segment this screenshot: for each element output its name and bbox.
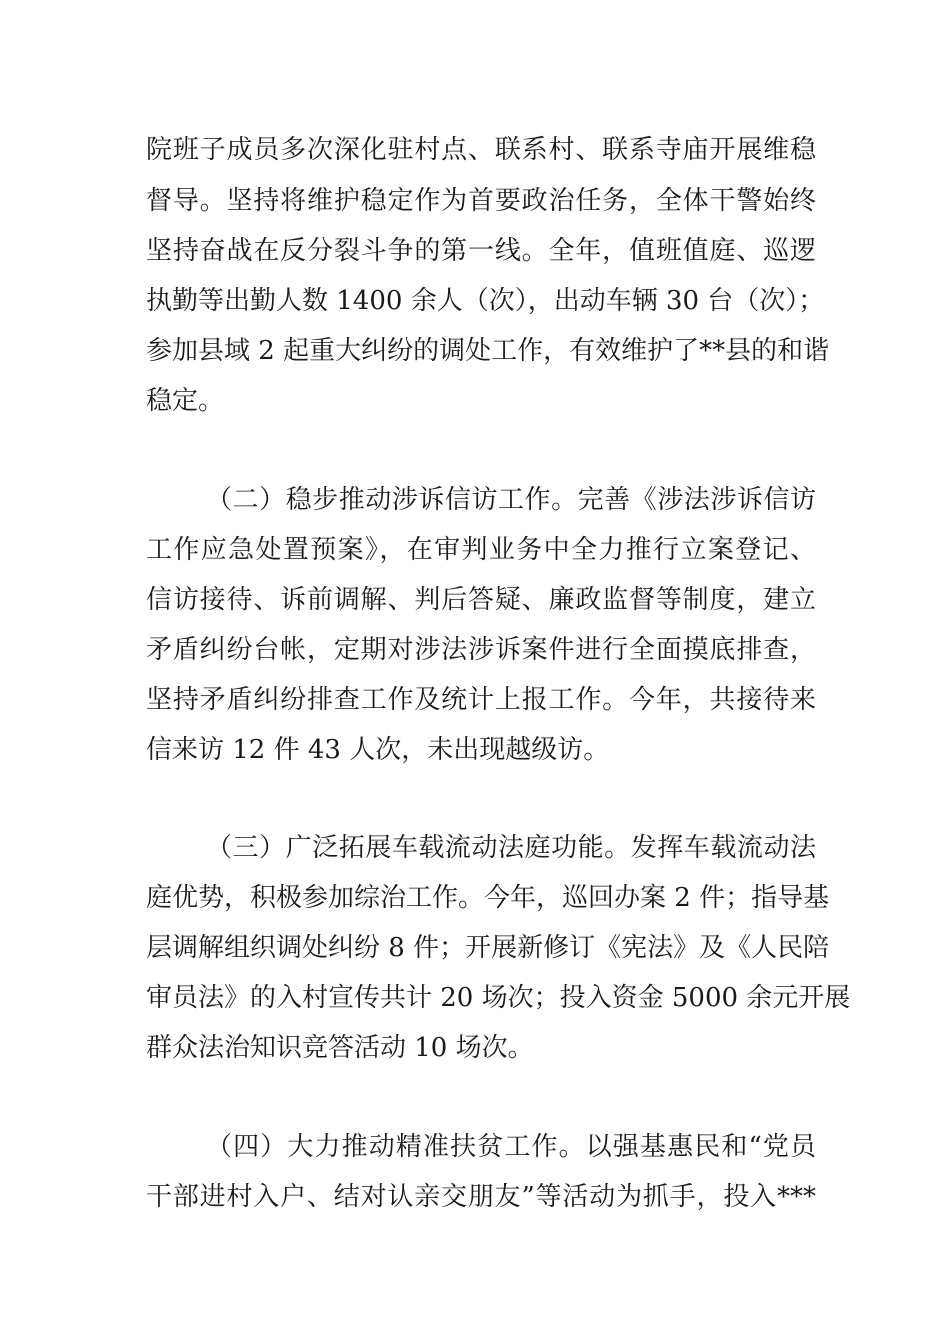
text-line: 督导。坚持将维护稳定作为首要政治任务，全体干警始终 (146, 186, 816, 216)
text-line: 审员法》的入村宣传共计 20 场次；投入资金 5000 余元开展 (146, 983, 851, 1013)
text-line: 坚持矛盾纠纷排查工作及统计上报工作。今年，共接待来 (146, 685, 816, 715)
text-line: 稳定。 (146, 386, 225, 416)
text-line: 庭优势，积极参加综治工作。今年，巡回办案 2 件；指导基 (146, 883, 830, 913)
text-line: 干部进村入户、结对认亲交朋友”等活动为抓手，投入*** (146, 1182, 816, 1212)
text-line: 工作应急处置预案》，在审判业务中全力推行立案登记、 (146, 535, 816, 565)
text-line: 矛盾纠纷台帐，定期对涉法涉诉案件进行全面摸底排查， (146, 635, 816, 665)
text-line: 参加县域 2 起重大纠纷的调处工作，有效维护了**县的和谐 (146, 336, 830, 366)
text-line: 层调解组织调处纠纷 8 件；开展新修订《宪法》及《人民陪 (146, 933, 830, 963)
text-line: 信访接待、诉前调解、判后答疑、廉政监督等制度，建立 (146, 585, 816, 615)
paragraph-heading-line: （三）广泛拓展车载流动法庭功能。发挥车载流动法 (206, 833, 816, 863)
text-line: 院班子成员多次深化驻村点、联系村、联系寺庙开展维稳 (146, 135, 816, 165)
text-line: 执勤等出勤人数 1400 余人（次），出动车辆 30 台（次）； (146, 286, 825, 316)
text-line: 群众法治知识竞答活动 10 场次。 (146, 1033, 534, 1063)
text-line: 信来访 12 件 43 人次，未出现越级访。 (146, 735, 610, 765)
text-line: 坚持奋战在反分裂斗争的第一线。全年，值班值庭、巡逻 (146, 236, 816, 266)
paragraph-heading-line: （四）大力推动精准扶贫工作。以强基惠民和“党员 (206, 1132, 816, 1162)
paragraph-heading-line: （二）稳步推动涉诉信访工作。完善《涉法涉诉信访 (206, 485, 816, 515)
